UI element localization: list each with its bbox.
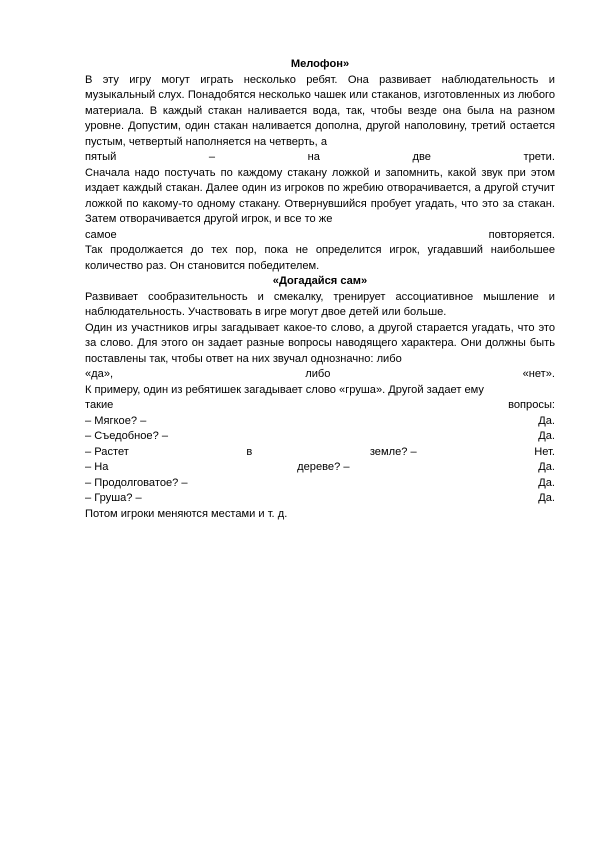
- dialog-line: [85, 460, 555, 476]
- dialog-answer: Да.: [538, 414, 555, 427]
- dialog-question-word: дереве? –: [297, 461, 350, 473]
- dialog-answer: Да.: [538, 492, 555, 504]
- section-title-melofon: Мелофон»: [290, 58, 350, 70]
- dialog-list: [85, 414, 555, 507]
- dialog-answer: Да.: [538, 430, 555, 442]
- dialog-question-word: в: [246, 445, 253, 458]
- dialog-line: [85, 429, 555, 445]
- word: самое: [85, 228, 117, 241]
- dialog-question-word: – Растет: [85, 445, 129, 458]
- melofon-paragraph-3: Так продолжается до тех пор, пока не определится игрок, угадавший наибольшее количество раз. Он становится победителем.: [85, 244, 555, 272]
- document-page: [85, 57, 555, 522]
- dialog-question: – Мягкое? –: [85, 414, 147, 427]
- dogadaysya-paragraph-2-last-line: [85, 367, 555, 383]
- dogadaysya-paragraph-1: Развивает сообразительность и смекалку, тренирует ассоциативное мышление и наблюдательность. Участвовать в игре могут двое детей или больше.: [85, 290, 555, 318]
- dialog-question-word: – На: [85, 461, 109, 473]
- closing-line: Потом игроки меняются местами и т. д.: [85, 507, 288, 520]
- dialog-question: – Груша? –: [85, 492, 142, 504]
- word: вопросы:: [508, 399, 555, 411]
- dialog-question: – Продолговатое? –: [85, 476, 188, 489]
- melofon-paragraph-1: В эту игру могут играть несколько ребят. Она развивает наблюдательность и музыкальный слух. Понадобятся несколько чашек или стаканов, изготовленных из любого материала. В каждый стакан наливается вода, так, чтобы везде она была на разном уровне. Допустим, один стакан наливается дополна, другой наполовину, третий остается пустым, четвертый наполняется на четверть, а: [85, 73, 555, 148]
- melofon-paragraph-2: Сначала надо постучать по каждому стакану ложкой и запомнить, какой звук при этом издает каждый стакан. Далее один из игроков по жребию отворачивается, а другой стучит ложкой по какому-то одному стакану. Отвернувшийся пробует угадать, что это за стакан. Затем отворачивается другой игрок, и все то же: [85, 166, 555, 225]
- word: повторяется.: [488, 228, 555, 241]
- dialog-line: [85, 491, 555, 507]
- dialog-question-word: земле? –: [369, 445, 417, 458]
- melofon-paragraph-1-last-line: [85, 150, 555, 166]
- dialog-question: – Съедобное? –: [85, 430, 169, 442]
- dialog-answer: Нет.: [534, 445, 555, 458]
- melofon-paragraph-2-last-line: [85, 228, 555, 244]
- dialog-line: [85, 445, 555, 461]
- dogadaysya-paragraph-3-last-line: [85, 398, 555, 414]
- dogadaysya-paragraph-2: Один из участников игры загадывает какое-то слово, а другой старается угадать, что это за слово. Для этого он задает разные вопросы наводящего характера. Они должны быть поставлены так, чтобы ответ на них звучал однозначно: либо: [85, 321, 555, 365]
- section-title-dogadaysya: «Догадайся сам»: [272, 275, 368, 287]
- word: либо: [305, 368, 331, 380]
- word: такие: [85, 399, 114, 411]
- word: на: [307, 151, 320, 163]
- dialog-answer: Да.: [538, 461, 555, 473]
- word: две: [412, 151, 431, 163]
- word: трети.: [523, 151, 555, 163]
- word: пятый: [85, 151, 117, 163]
- word: –: [208, 151, 216, 163]
- word: «нет».: [522, 368, 555, 380]
- dialog-line: [85, 476, 555, 492]
- dialog-answer: Да.: [538, 476, 555, 489]
- word: «да»,: [85, 368, 114, 380]
- dialog-line: [85, 414, 555, 430]
- dogadaysya-paragraph-3: К примеру, один из ребятишек загадывает слово «груша». Другой задает ему: [85, 383, 484, 396]
